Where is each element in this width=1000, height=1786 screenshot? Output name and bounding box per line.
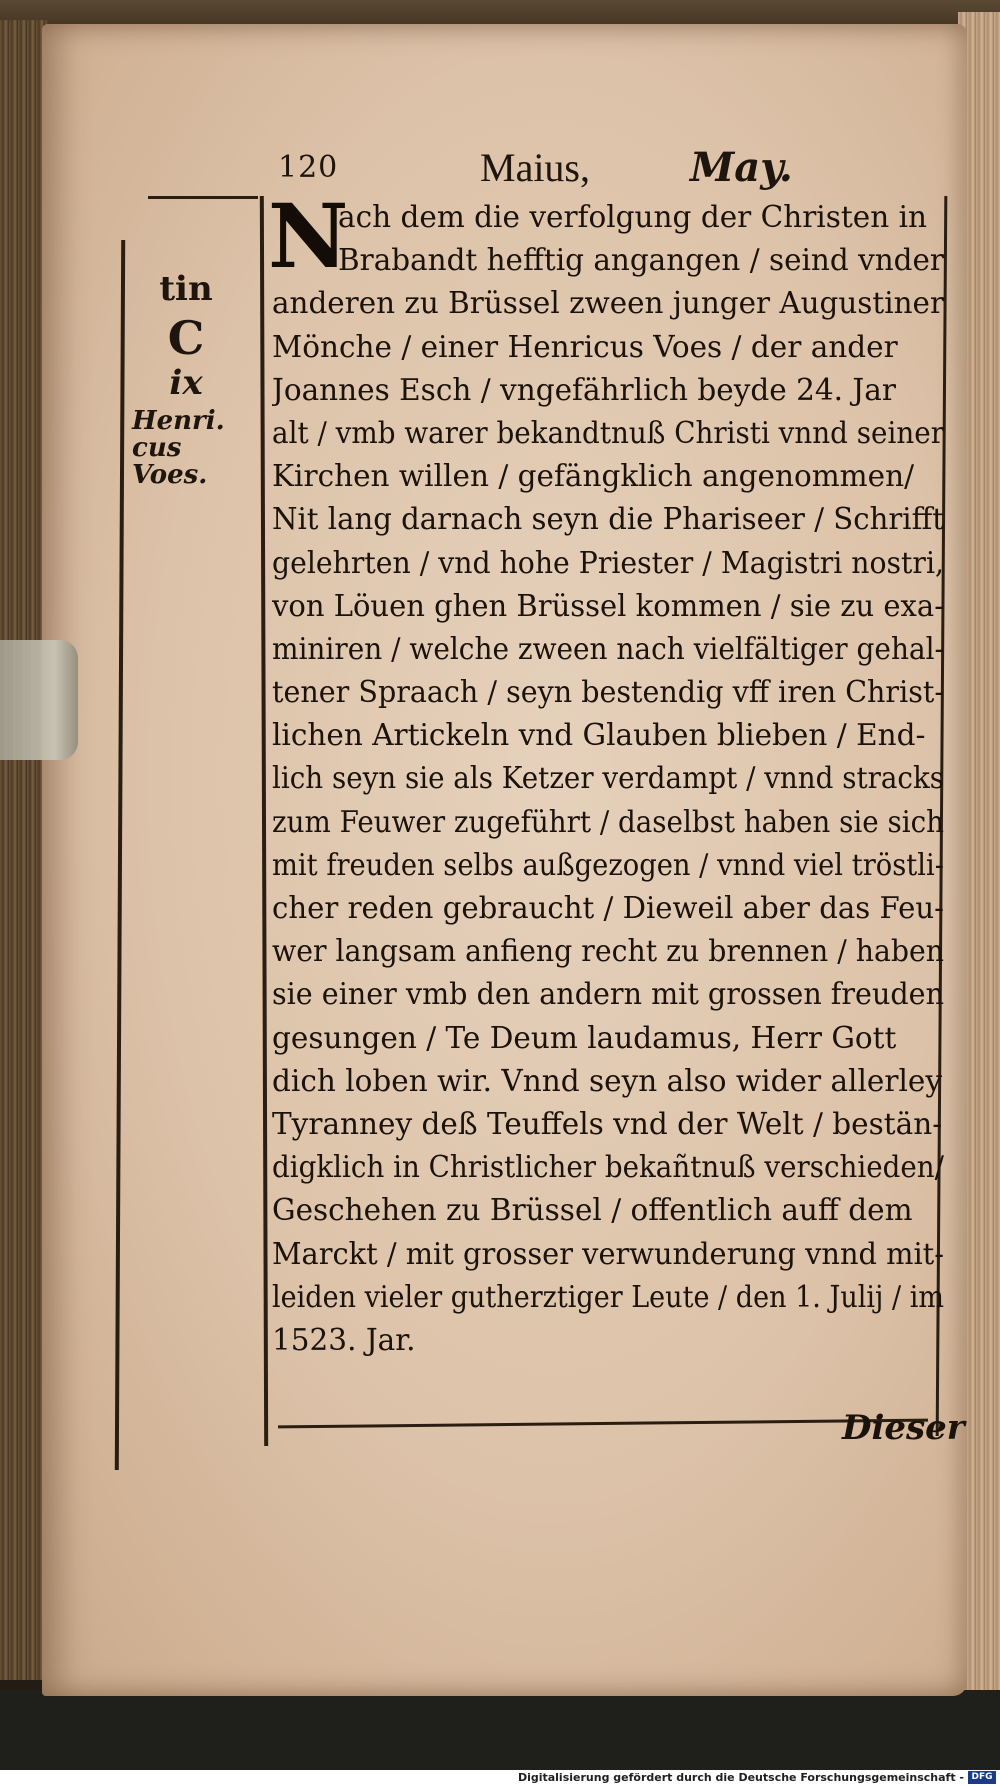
text-line: alt / vmb warer bekandtnuß Christi vnnd seiner (272, 415, 944, 450)
text-line: 1523. Jar. (272, 1322, 416, 1357)
text-line: zum Feuwer zugeführt / daselbst haben sie sich (272, 804, 944, 839)
text-line: gelehrten / vnd hohe Priester / Magistri nostri, (272, 545, 944, 580)
text-line: wer langsam anfieng recht zu brennen / haben (272, 934, 944, 969)
margin-rule-top (148, 196, 258, 199)
margin-note-line: ix (169, 362, 203, 403)
text-line: leiden vieler gutherztiger Leute / den 1. Julij / im (272, 1279, 944, 1314)
text-line: Tyranney deß Teuffels vnd der Welt / bestän- (272, 1106, 943, 1141)
text-line: lich seyn sie als Ketzer verdampt / vnnd stracks (272, 761, 944, 796)
margin-note-line: cus (132, 432, 182, 463)
text-line: Geschehen zu Brüssel / offentlich auff dem (272, 1193, 913, 1228)
running-head (270, 140, 810, 192)
text-line: ach dem die verfolgung der Christen in (338, 200, 928, 234)
text-line: anderen zu Brüssel zween junger Augustiner (272, 286, 944, 321)
catchword: Dieser (842, 1408, 965, 1448)
text-line: mit freuden selbs außgezogen / vnnd viel tröstli- (272, 847, 944, 882)
marginal-note (126, 269, 246, 491)
text-line: Mönche / einer Henricus Voes / der ander (272, 329, 898, 364)
text-line: von Löuen ghen Brüssel kommen / sie zu exa- (272, 588, 944, 623)
text-line: dich loben wir. Vnnd seyn also wider allerley (272, 1063, 943, 1098)
text-line: gesungen / Te Deum laudamus, Herr Gott (272, 1020, 897, 1055)
body-text (272, 196, 944, 1362)
footer-credit: Digitalisierung gefördert durch die Deutsche Forschungsgemeinschaft - (517, 1771, 964, 1784)
head-title-latin: Maius, (480, 145, 590, 190)
scan-background (0, 1690, 1000, 1770)
margin-note-line: C (167, 310, 205, 365)
text-line: Kirchen willen / gefängklich angenommen/ (272, 459, 915, 494)
scan-clip (0, 640, 78, 760)
text-line: tener Spraach / seyn bestendig vff iren Christ- (272, 675, 944, 710)
text-line: Brabandt hefftig angangen / seind vnder (338, 243, 944, 278)
book-left-edge (0, 20, 48, 1680)
text-line: sie einer vmb den andern mit grossen freuden (272, 977, 944, 1012)
text-line: Joannes Esch / vngefährlich beyde 24. Jar (272, 372, 896, 407)
margin-note-line: Voes. (132, 460, 208, 491)
page-number: 120 (278, 150, 339, 185)
text-line: cher reden gebraucht / Dieweil aber das Feu- (272, 891, 944, 925)
text-line: digklich in Christlicher bekañtnuß verschieden/ (272, 1150, 944, 1185)
margin-note-line: Henri. (132, 405, 225, 436)
head-title-german: May. (690, 144, 793, 191)
drop-cap: N (268, 184, 349, 288)
text-line: lichen Artickeln vnd Glauben blieben / End- (272, 718, 926, 753)
text-line: miniren / welche zween nach vielfältiger gehal- (272, 631, 944, 666)
text-line: Marckt / mit grosser verwunderung vnnd mit- (272, 1236, 944, 1271)
text-line: Nit lang darnach seyn die Phariseer / Schrifft (272, 502, 944, 537)
margin-note-line: tin (159, 269, 213, 309)
dfg-logo: DFG (968, 1771, 996, 1784)
